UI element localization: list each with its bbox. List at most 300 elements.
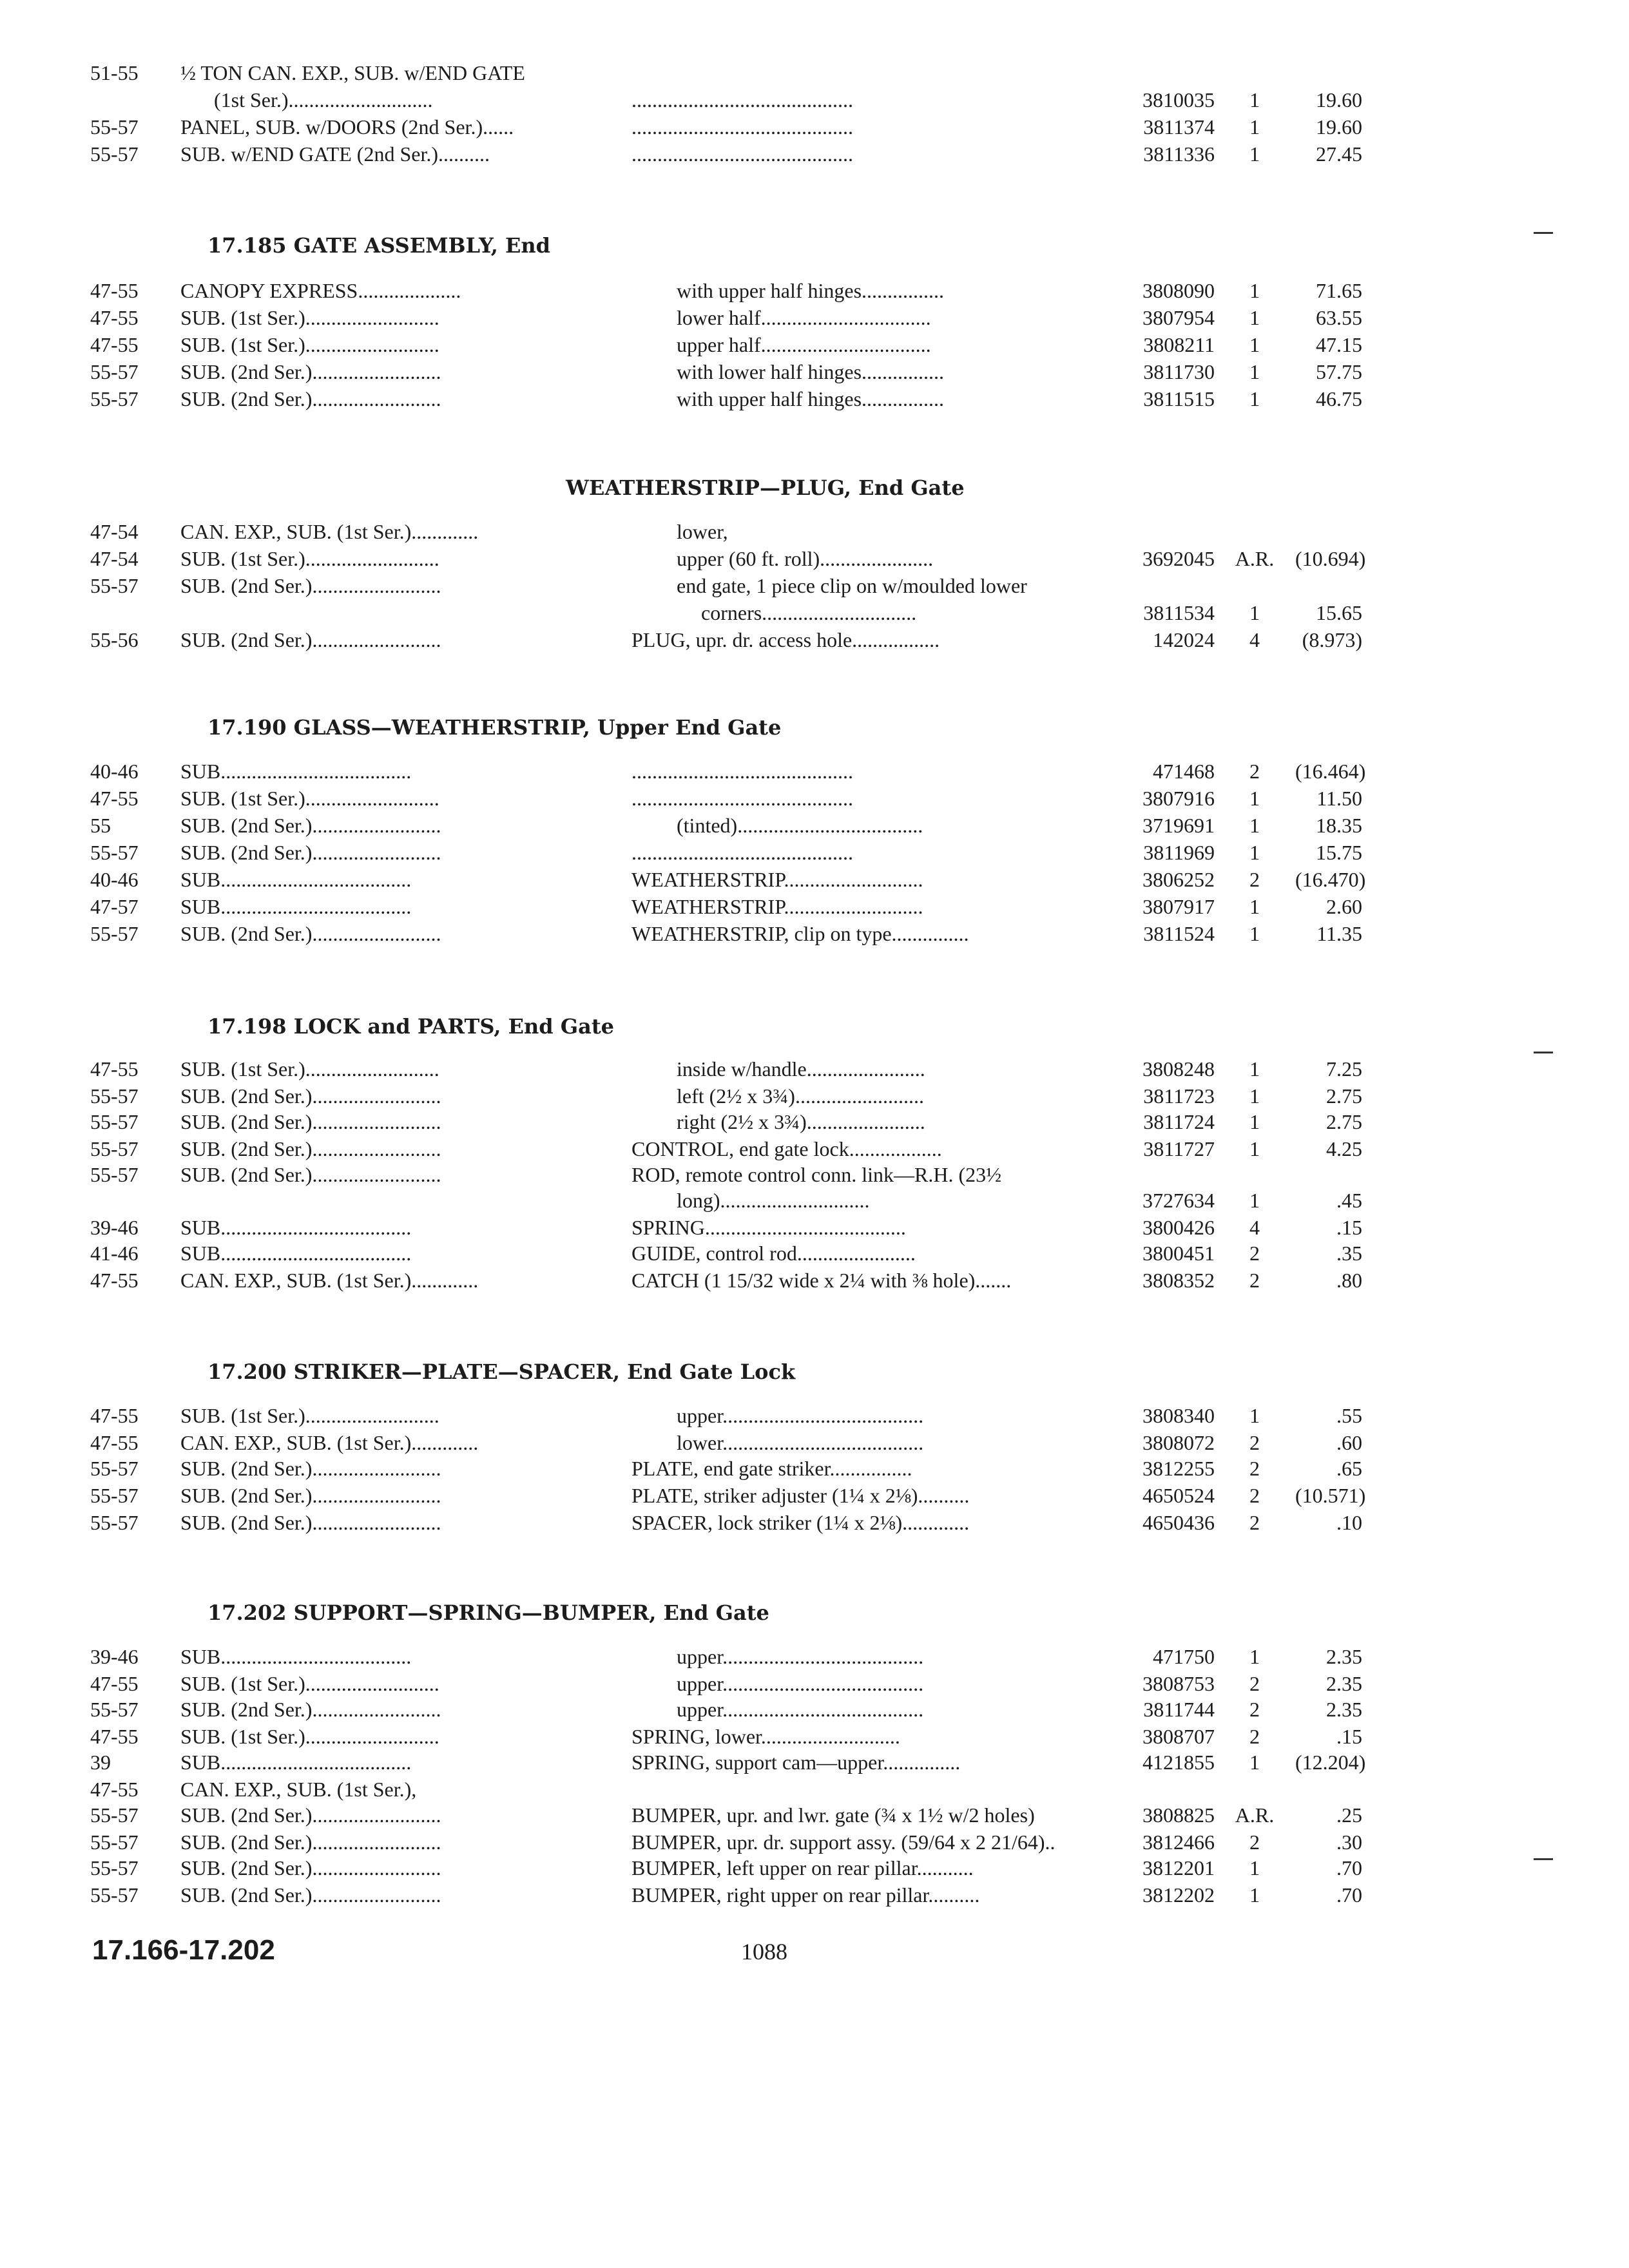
model-description: SUB. (1st Ser.).......................... xyxy=(180,306,439,329)
model-description: CAN. EXP., SUB. (1st Ser.), xyxy=(180,1778,417,1801)
part-number: 3812202 xyxy=(1142,1883,1215,1907)
part-description: with upper half hinges................ xyxy=(677,279,945,302)
parts-row xyxy=(0,893,1629,920)
model-years: 39-46 xyxy=(90,1216,139,1239)
quantity: 1 xyxy=(1249,1057,1260,1081)
part-number: 3811969 xyxy=(1143,841,1215,864)
model-years: 55-57 xyxy=(90,574,139,597)
part-description: upper....................................... xyxy=(677,1645,924,1668)
part-number: 4650524 xyxy=(1142,1484,1215,1507)
model-description: SUB. (2nd Ser.)......................... xyxy=(180,814,441,837)
part-description: SPACER, lock striker (1¼ x 2⅛)............. xyxy=(631,1511,970,1534)
quantity: 1 xyxy=(1249,387,1260,410)
model-description: SUB. (2nd Ser.)......................... xyxy=(180,387,441,410)
model-years: 55-57 xyxy=(90,1457,139,1480)
part-description: with upper half hinges................ xyxy=(677,387,945,410)
quantity: 1 xyxy=(1249,1404,1260,1427)
quantity: 2 xyxy=(1249,1831,1260,1854)
model-description: SUB. (1st Ser.).......................... xyxy=(180,1404,439,1427)
quantity: 1 xyxy=(1249,895,1260,918)
parts-row xyxy=(0,385,1629,412)
margin-mark xyxy=(1534,1858,1553,1860)
model-years: 47-55 xyxy=(90,787,139,810)
price: (10.571) xyxy=(1295,1484,1366,1507)
price: .35 xyxy=(1336,1242,1362,1265)
parts-row xyxy=(0,866,1629,893)
model-description: SUB..................................... xyxy=(180,1751,412,1774)
model-description: SUB..................................... xyxy=(180,1242,412,1265)
part-number: 4121855 xyxy=(1142,1751,1215,1774)
model-years: 40-46 xyxy=(90,760,139,783)
part-description: ........................................... xyxy=(631,115,853,139)
quantity: 2 xyxy=(1249,760,1260,783)
model-description: SUB. (2nd Ser.)......................... xyxy=(180,1831,441,1854)
part-description: BUMPER, upr. dr. support assy. (59/64 x 2 21/64).. xyxy=(631,1831,1055,1854)
part-description: lower, xyxy=(677,520,728,543)
part-number: 3807916 xyxy=(1142,787,1215,810)
part-number: 3808090 xyxy=(1142,279,1215,302)
parts-row xyxy=(0,140,1629,168)
parts-row xyxy=(0,1749,1629,1776)
price: 19.60 xyxy=(1316,88,1362,111)
part-number: 3807954 xyxy=(1142,306,1215,329)
model-description: SUB..................................... xyxy=(180,1645,412,1668)
model-years: 55-57 xyxy=(90,841,139,864)
price: 63.55 xyxy=(1316,306,1362,329)
section-title: 17.200 STRIKER—PLATE—SPACER, End Gate Lock xyxy=(207,1360,796,1384)
model-description: SUB. (2nd Ser.)......................... xyxy=(180,1803,441,1827)
model-description: SUB. (2nd Ser.)......................... xyxy=(180,360,441,383)
part-number: 3800451 xyxy=(1142,1242,1215,1265)
quantity: A.R. xyxy=(1235,1803,1275,1827)
part-description: ........................................... xyxy=(631,787,853,810)
part-number: 3800426 xyxy=(1142,1216,1215,1239)
model-years: 47-55 xyxy=(90,306,139,329)
parts-row xyxy=(0,304,1629,331)
parts-row xyxy=(0,1829,1629,1856)
model-years: 55-57 xyxy=(90,360,139,383)
parts-row xyxy=(0,1509,1629,1536)
parts-row xyxy=(0,920,1629,947)
model-years: 47-55 xyxy=(90,1057,139,1081)
model-years: 55-57 xyxy=(90,1698,139,1721)
model-description: SUB. (2nd Ser.)......................... xyxy=(180,1484,441,1507)
part-number: 3811524 xyxy=(1143,922,1215,945)
model-years: 47-55 xyxy=(90,1431,139,1454)
price: 2.75 xyxy=(1326,1084,1362,1108)
price: .80 xyxy=(1336,1269,1362,1292)
quantity: 2 xyxy=(1249,1511,1260,1534)
model-years: 47-57 xyxy=(90,895,139,918)
model-years: 41-46 xyxy=(90,1242,139,1265)
parts-row xyxy=(0,1214,1629,1241)
parts-row xyxy=(0,1670,1629,1697)
parts-row xyxy=(0,1854,1629,1881)
part-number: 3811723 xyxy=(1143,1084,1215,1108)
quantity: A.R. xyxy=(1235,547,1275,570)
model-description: SUB. (1st Ser.).......................... xyxy=(180,333,439,356)
part-number: 3808340 xyxy=(1142,1404,1215,1427)
part-description: left (2½ x 3¾)......................... xyxy=(677,1084,924,1108)
model-description: PANEL, SUB. w/DOORS (2nd Ser.)...... xyxy=(180,115,514,139)
price: 15.75 xyxy=(1316,841,1362,864)
part-description: CATCH (1 15/32 wide x 2¼ with ⅜ hole)....... xyxy=(631,1269,1012,1292)
parts-row xyxy=(0,572,1629,599)
price: (8.973) xyxy=(1302,628,1362,651)
part-number: 3812466 xyxy=(1142,1831,1215,1854)
parts-row xyxy=(0,1161,1629,1188)
model-years: 55-57 xyxy=(90,1803,139,1827)
price: 47.15 xyxy=(1316,333,1362,356)
part-number: 3811534 xyxy=(1143,601,1215,624)
section-title: 17.185 GATE ASSEMBLY, End xyxy=(207,233,551,258)
price: 4.25 xyxy=(1326,1137,1362,1160)
parts-row xyxy=(0,59,1629,86)
parts-row xyxy=(0,785,1629,812)
model-years: 55-57 xyxy=(90,922,139,945)
price: 2.35 xyxy=(1326,1645,1362,1668)
part-description: WEATHERSTRIP........................... xyxy=(631,868,923,891)
price: 46.75 xyxy=(1316,387,1362,410)
page-number: 1088 xyxy=(741,1939,787,1965)
model-years: 55-57 xyxy=(90,1831,139,1854)
price: .60 xyxy=(1336,1431,1362,1454)
part-description: SPRING....................................... xyxy=(631,1216,906,1239)
quantity: 1 xyxy=(1249,1883,1260,1907)
model-years: 51-55 xyxy=(90,61,139,84)
quantity: 1 xyxy=(1249,115,1260,139)
model-description: SUB. (2nd Ser.)......................... xyxy=(180,1698,441,1721)
part-number: 142024 xyxy=(1153,628,1215,651)
model-years: 55-57 xyxy=(90,1163,139,1186)
parts-row xyxy=(0,1267,1629,1294)
price: .55 xyxy=(1336,1404,1362,1427)
parts-row xyxy=(0,1696,1629,1723)
model-years: 55-57 xyxy=(90,1856,139,1879)
section-title: 17.190 GLASS—WEATHERSTRIP, Upper End Gate xyxy=(207,715,782,740)
model-years: 47-55 xyxy=(90,279,139,302)
parts-row xyxy=(0,1455,1629,1482)
section-title: 17.198 LOCK and PARTS, End Gate xyxy=(207,1014,614,1039)
price: 11.35 xyxy=(1316,922,1362,945)
model-description: SUB. (2nd Ser.)......................... xyxy=(180,1457,441,1480)
parts-row xyxy=(0,545,1629,572)
part-description: lower half................................. xyxy=(677,306,931,329)
quantity: 1 xyxy=(1249,601,1260,624)
part-description: ........................................... xyxy=(631,88,853,111)
parts-row xyxy=(0,1643,1629,1670)
quantity: 1 xyxy=(1249,333,1260,356)
model-description: SUB. (2nd Ser.)......................... xyxy=(180,1856,441,1879)
quantity: 1 xyxy=(1249,360,1260,383)
parts-row xyxy=(0,1482,1629,1509)
quantity: 1 xyxy=(1249,922,1260,945)
part-description: lower....................................... xyxy=(677,1431,924,1454)
part-number: 3811724 xyxy=(1143,1110,1215,1133)
part-description: WEATHERSTRIP........................... xyxy=(631,895,923,918)
model-description: SUB. (2nd Ser.)......................... xyxy=(180,1084,441,1108)
model-years: 39 xyxy=(90,1751,111,1774)
model-description: SUB. (2nd Ser.)......................... xyxy=(180,1163,441,1186)
model-description: (1st Ser.)............................ xyxy=(214,88,433,111)
price: 57.75 xyxy=(1316,360,1362,383)
model-description: SUB. (1st Ser.).......................... xyxy=(180,1672,439,1695)
part-description: (tinted).................................... xyxy=(677,814,923,837)
parts-row xyxy=(0,1802,1629,1829)
model-years: 40-46 xyxy=(90,868,139,891)
quantity: 2 xyxy=(1249,1672,1260,1695)
section-title: 17.202 SUPPORT—SPRING—BUMPER, End Gate xyxy=(207,1600,769,1625)
model-description: SUB. (2nd Ser.)......................... xyxy=(180,841,441,864)
price: 15.65 xyxy=(1316,601,1362,624)
price: (16.470) xyxy=(1295,868,1366,891)
parts-row xyxy=(0,277,1629,304)
part-description: upper (60 ft. roll)...................... xyxy=(677,547,934,570)
part-description: ROD, remote control conn. link—R.H. (23½ xyxy=(631,1163,1002,1186)
parts-row xyxy=(0,518,1629,545)
quantity: 1 xyxy=(1249,841,1260,864)
part-description: BUMPER, right upper on rear pillar.......... xyxy=(631,1883,980,1907)
model-description: SUB. (2nd Ser.)......................... xyxy=(180,1110,441,1133)
model-description: CANOPY EXPRESS.................... xyxy=(180,279,461,302)
model-description: SUB. (2nd Ser.)......................... xyxy=(180,1883,441,1907)
model-description: SUB..................................... xyxy=(180,895,412,918)
part-description: BUMPER, left upper on rear pillar........... xyxy=(631,1856,974,1879)
model-years: 55-57 xyxy=(90,1883,139,1907)
price: .70 xyxy=(1336,1856,1362,1879)
part-number: 3727634 xyxy=(1142,1189,1215,1212)
part-description: corners.............................. xyxy=(701,601,917,624)
model-years: 47-54 xyxy=(90,547,139,570)
part-description: SPRING, support cam—upper............... xyxy=(631,1751,961,1774)
price: 2.60 xyxy=(1326,895,1362,918)
part-description: WEATHERSTRIP, clip on type............... xyxy=(631,922,969,945)
part-description: end gate, 1 piece clip on w/moulded lower xyxy=(677,574,1027,597)
part-number: 3808352 xyxy=(1142,1269,1215,1292)
quantity: 1 xyxy=(1249,142,1260,166)
model-description: SUB. (2nd Ser.)......................... xyxy=(180,574,441,597)
model-years: 47-54 xyxy=(90,520,139,543)
model-years: 47-55 xyxy=(90,1778,139,1801)
price: .65 xyxy=(1336,1457,1362,1480)
quantity: 4 xyxy=(1249,628,1260,651)
quantity: 2 xyxy=(1249,1725,1260,1748)
part-number: 3692045 xyxy=(1142,547,1215,570)
model-description: SUB. w/END GATE (2nd Ser.).......... xyxy=(180,142,490,166)
part-number: 3808248 xyxy=(1142,1057,1215,1081)
part-description: PLATE, end gate striker................ xyxy=(631,1457,912,1480)
model-description: CAN. EXP., SUB. (1st Ser.)............. xyxy=(180,520,479,543)
model-description: SUB. (2nd Ser.)......................... xyxy=(180,1511,441,1534)
part-description: CONTROL, end gate lock.................. xyxy=(631,1137,942,1160)
price: .25 xyxy=(1336,1803,1362,1827)
part-number: 3811744 xyxy=(1143,1698,1215,1721)
parts-row xyxy=(0,1776,1629,1803)
part-description: upper....................................... xyxy=(677,1404,924,1427)
part-number: 3807917 xyxy=(1142,895,1215,918)
parts-row xyxy=(0,1429,1629,1456)
quantity: 2 xyxy=(1249,1269,1260,1292)
part-number: 3808825 xyxy=(1142,1803,1215,1827)
model-years: 55-57 xyxy=(90,115,139,139)
quantity: 2 xyxy=(1249,868,1260,891)
part-description: ........................................... xyxy=(631,142,853,166)
part-description: upper half................................. xyxy=(677,333,931,356)
quantity: 1 xyxy=(1249,1645,1260,1668)
model-description: SUB..................................... xyxy=(180,760,412,783)
part-description: inside w/handle....................... xyxy=(677,1057,925,1081)
price: .10 xyxy=(1336,1511,1362,1534)
model-description: SUB. (2nd Ser.)......................... xyxy=(180,1137,441,1160)
part-number: 471468 xyxy=(1153,760,1215,783)
part-number: 3811336 xyxy=(1143,142,1215,166)
model-description: CAN. EXP., SUB. (1st Ser.)............. xyxy=(180,1431,479,1454)
model-years: 55 xyxy=(90,814,111,837)
quantity: 1 xyxy=(1249,1110,1260,1133)
model-years: 55-57 xyxy=(90,387,139,410)
model-description: SUB. (2nd Ser.)......................... xyxy=(180,922,441,945)
part-number: 3811727 xyxy=(1143,1137,1215,1160)
page-range-label: 17.166-17.202 xyxy=(92,1934,275,1966)
part-number: 3808072 xyxy=(1142,1431,1215,1454)
price: (16.464) xyxy=(1295,760,1366,783)
quantity: 1 xyxy=(1249,1084,1260,1108)
parts-row xyxy=(0,599,1629,626)
margin-mark xyxy=(1534,1052,1553,1053)
model-years: 55-57 xyxy=(90,1110,139,1133)
parts-row xyxy=(0,626,1629,653)
model-years: 55-57 xyxy=(90,1084,139,1108)
part-description: upper....................................... xyxy=(677,1698,924,1721)
model-years: 55-57 xyxy=(90,1137,139,1160)
price: .70 xyxy=(1336,1883,1362,1907)
part-number: 3806252 xyxy=(1142,868,1215,891)
price: 71.65 xyxy=(1316,279,1362,302)
price: 11.50 xyxy=(1316,787,1362,810)
quantity: 1 xyxy=(1249,814,1260,837)
quantity: 1 xyxy=(1249,306,1260,329)
part-number: 3810035 xyxy=(1142,88,1215,111)
price: 19.60 xyxy=(1316,115,1362,139)
model-description: SUB. (1st Ser.).......................... xyxy=(180,1057,439,1081)
part-description: SPRING, lower........................... xyxy=(631,1725,900,1748)
part-description: upper....................................... xyxy=(677,1672,924,1695)
model-description: SUB. (1st Ser.).......................... xyxy=(180,1725,439,1748)
part-description: ........................................... xyxy=(631,841,853,864)
quantity: 1 xyxy=(1249,88,1260,111)
price: 27.45 xyxy=(1316,142,1362,166)
price: 2.35 xyxy=(1326,1672,1362,1695)
quantity: 1 xyxy=(1249,1856,1260,1879)
part-description: long)............................. xyxy=(677,1189,870,1212)
model-description: ½ TON CAN. EXP., SUB. w/END GATE xyxy=(180,61,525,84)
quantity: 2 xyxy=(1249,1457,1260,1480)
quantity: 1 xyxy=(1249,1137,1260,1160)
model-years: 55-57 xyxy=(90,1511,139,1534)
price: 2.35 xyxy=(1326,1698,1362,1721)
quantity: 2 xyxy=(1249,1431,1260,1454)
price: .15 xyxy=(1336,1725,1362,1748)
part-description: PLATE, striker adjuster (1¼ x 2⅛).......... xyxy=(631,1484,970,1507)
quantity: 1 xyxy=(1249,1751,1260,1774)
price: 2.75 xyxy=(1326,1110,1362,1133)
model-years: 47-55 xyxy=(90,1672,139,1695)
model-years: 47-55 xyxy=(90,1269,139,1292)
model-description: SUB. (1st Ser.).......................... xyxy=(180,787,439,810)
quantity: 1 xyxy=(1249,1189,1260,1212)
part-number: 3719691 xyxy=(1142,814,1215,837)
parts-row xyxy=(0,1240,1629,1267)
part-number: 3808753 xyxy=(1142,1672,1215,1695)
part-description: with lower half hinges................ xyxy=(677,360,945,383)
price: .45 xyxy=(1336,1189,1362,1212)
part-number: 3811515 xyxy=(1143,387,1215,410)
parts-row xyxy=(0,86,1629,113)
quantity: 4 xyxy=(1249,1216,1260,1239)
part-number: 3808707 xyxy=(1142,1725,1215,1748)
parts-row xyxy=(0,758,1629,785)
parts-row xyxy=(0,1108,1629,1135)
model-years: 47-55 xyxy=(90,1404,139,1427)
model-years: 55-57 xyxy=(90,1484,139,1507)
model-description: SUB..................................... xyxy=(180,1216,412,1239)
parts-row xyxy=(0,1881,1629,1908)
price: (12.204) xyxy=(1295,1751,1366,1774)
quantity: 2 xyxy=(1249,1484,1260,1507)
part-number: 3808211 xyxy=(1143,333,1215,356)
part-description: PLUG, upr. dr. access hole................. xyxy=(631,628,940,651)
parts-row xyxy=(0,1135,1629,1162)
model-years: 55-56 xyxy=(90,628,139,651)
price: .30 xyxy=(1336,1831,1362,1854)
parts-row xyxy=(0,839,1629,866)
parts-row xyxy=(0,1723,1629,1750)
margin-mark xyxy=(1534,232,1553,234)
model-years: 55-57 xyxy=(90,142,139,166)
price: 18.35 xyxy=(1316,814,1362,837)
model-description: SUB..................................... xyxy=(180,868,412,891)
part-number: 3812201 xyxy=(1142,1856,1215,1879)
parts-row xyxy=(0,113,1629,140)
part-number: 471750 xyxy=(1153,1645,1215,1668)
quantity: 2 xyxy=(1249,1242,1260,1265)
parts-row xyxy=(0,1055,1629,1082)
parts-row xyxy=(0,1082,1629,1110)
part-description: right (2½ x 3¾)....................... xyxy=(677,1110,925,1133)
part-description: ........................................... xyxy=(631,760,853,783)
model-years: 47-55 xyxy=(90,1725,139,1748)
parts-row xyxy=(0,1187,1629,1214)
model-years: 47-55 xyxy=(90,333,139,356)
model-description: SUB. (2nd Ser.)......................... xyxy=(180,628,441,651)
part-number: 3812255 xyxy=(1142,1457,1215,1480)
model-description: CAN. EXP., SUB. (1st Ser.)............. xyxy=(180,1269,479,1292)
parts-row xyxy=(0,331,1629,358)
price: (10.694) xyxy=(1295,547,1366,570)
section-title: WEATHERSTRIP—PLUG, End Gate xyxy=(566,476,965,500)
parts-row xyxy=(0,812,1629,839)
parts-row xyxy=(0,1402,1629,1429)
part-number: 3811374 xyxy=(1143,115,1215,139)
quantity: 2 xyxy=(1249,1698,1260,1721)
quantity: 1 xyxy=(1249,787,1260,810)
part-description: GUIDE, control rod....................... xyxy=(631,1242,916,1265)
model-years: 39-46 xyxy=(90,1645,139,1668)
price: .15 xyxy=(1336,1216,1362,1239)
parts-row xyxy=(0,358,1629,385)
part-number: 3811730 xyxy=(1143,360,1215,383)
part-description: BUMPER, upr. and lwr. gate (¾ x 1½ w/2 holes) xyxy=(631,1803,1035,1827)
